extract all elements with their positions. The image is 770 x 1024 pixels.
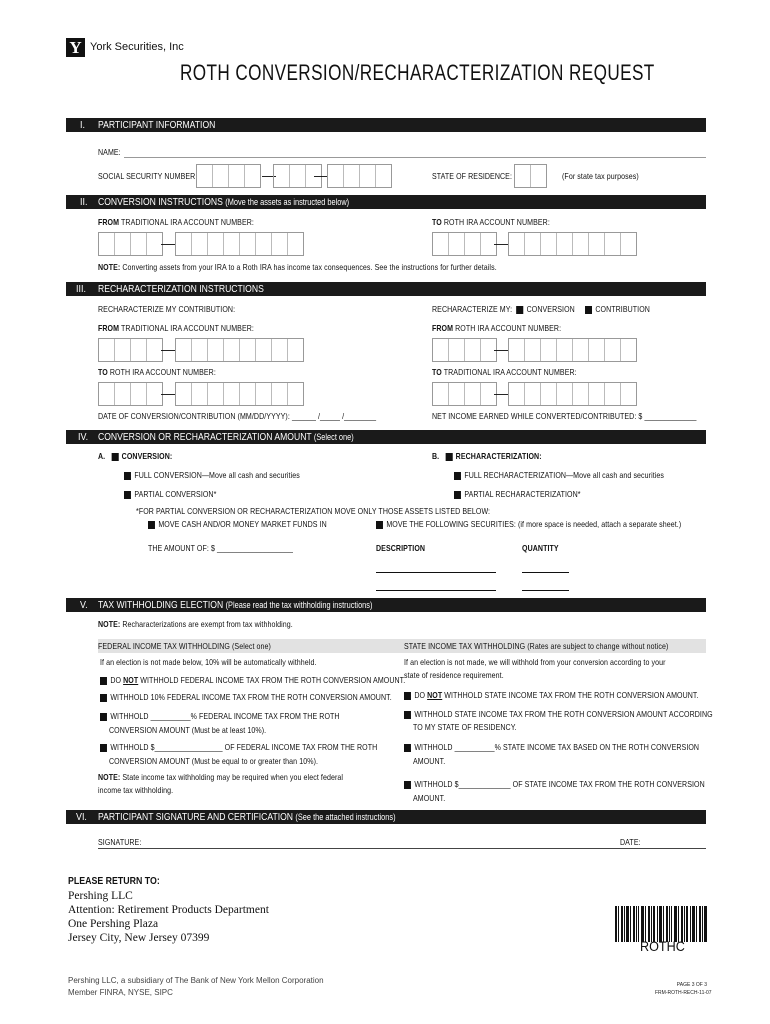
checkbox[interactable] bbox=[445, 453, 452, 461]
dash: — bbox=[494, 385, 508, 401]
dash: — bbox=[494, 235, 508, 251]
checkbox[interactable] bbox=[404, 781, 411, 789]
to-traditional-label: TO TRADITIONAL IRA ACCOUNT NUMBER: bbox=[432, 368, 577, 377]
state-withhold-residency-continued: TO MY STATE OF RESIDENCY. bbox=[413, 723, 517, 732]
option-a-conversion: A. CONVERSION: bbox=[98, 452, 173, 461]
section-header-signature bbox=[66, 810, 706, 824]
recharacterization-exempt-note: NOTE: Recharacterizations are exempt from tax withholding. bbox=[98, 620, 293, 629]
state-withhold-amount-option[interactable]: WITHHOLD $_____________ OF STATE INCOME TAX FROM THE ROTH CONVERSION bbox=[404, 780, 705, 789]
partial-recharacterization-option[interactable]: PARTIAL RECHARACTERIZATION* bbox=[454, 490, 581, 499]
to-trad-account-part2[interactable] bbox=[508, 382, 637, 406]
state-do-not-withhold-option[interactable]: DO NOT WITHHOLD STATE INCOME TAX FROM THE ROTH CONVERSION AMOUNT. bbox=[404, 691, 699, 700]
amount-field[interactable]: THE AMOUNT OF: $ ___________________ bbox=[148, 544, 294, 553]
federal-do-not-withhold-option[interactable]: DO NOT WITHHOLD FEDERAL INCOME TAX FROM THE ROTH CONVERSION AMOUNT. bbox=[100, 676, 405, 685]
return-address-line4: Jersey City, New Jersey 07399 bbox=[68, 932, 210, 944]
partial-conversion-option[interactable]: PARTIAL CONVERSION* bbox=[124, 490, 216, 499]
checkbox[interactable] bbox=[124, 491, 131, 499]
section-header-conversion-instructions bbox=[66, 195, 706, 209]
state-default-note: If an election is not made, we will withhold from your conversion according to your bbox=[404, 658, 666, 667]
barcode bbox=[615, 906, 707, 942]
recharacterize-contribution-label: RECHARACTERIZE MY CONTRIBUTION: bbox=[98, 305, 236, 314]
section-title: PARTICIPANT INFORMATION bbox=[98, 119, 216, 131]
from-account-part1[interactable] bbox=[98, 232, 163, 256]
dash: — bbox=[314, 167, 328, 183]
from-roth-account-part2[interactable] bbox=[508, 338, 637, 362]
ssn-field-part3[interactable] bbox=[327, 164, 392, 188]
quantity-line-2[interactable] bbox=[522, 581, 569, 591]
section-number: IV. bbox=[78, 431, 89, 443]
checkbox[interactable] bbox=[404, 692, 411, 700]
description-header: DESCRIPTION bbox=[376, 544, 426, 553]
recharacterize-my-label: RECHARACTERIZE MY: CONVERSION CONTRIBUTION bbox=[432, 305, 650, 314]
checkbox[interactable] bbox=[454, 491, 461, 499]
from-roth-account-part1[interactable] bbox=[432, 338, 497, 362]
checkbox[interactable] bbox=[404, 711, 411, 719]
federal-withhold-percent-note: CONVERSION AMOUNT (Must be at least 10%). bbox=[109, 726, 267, 735]
section-title: PARTICIPANT SIGNATURE AND CERTIFICATION (See the attached instructions) bbox=[98, 811, 396, 823]
from-traditional-label: FROM TRADITIONAL IRA ACCOUNT NUMBER: bbox=[98, 218, 254, 227]
to-roth-account-part1[interactable] bbox=[98, 382, 163, 406]
option-b-recharacterization: B. RECHARACTERIZATION: bbox=[432, 452, 542, 461]
footer-membership: Member FINRA, NYSE, SIPC bbox=[68, 988, 173, 997]
state-withhold-percent-option[interactable]: WITHHOLD __________% STATE INCOME TAX BASED ON THE ROTH CONVERSION bbox=[404, 743, 699, 752]
from-account-part2[interactable] bbox=[175, 232, 304, 256]
section-number: III. bbox=[76, 283, 86, 295]
to-roth-account-part2[interactable] bbox=[175, 382, 304, 406]
section-title: TAX WITHHOLDING ELECTION (Please read the tax withholding instructions) bbox=[98, 599, 373, 611]
full-conversion-option[interactable]: FULL CONVERSION—Move all cash and securities bbox=[124, 471, 300, 480]
federal-withholding-header: FEDERAL INCOME TAX WITHHOLDING (Select one) bbox=[98, 642, 271, 651]
ssn-field-part1[interactable] bbox=[196, 164, 261, 188]
date-of-conversion-field[interactable]: DATE OF CONVERSION/CONTRIBUTION (MM/DD/YYYY): ______ /_____ /________ bbox=[98, 412, 377, 421]
section-header-participant-info bbox=[66, 118, 706, 132]
return-to-heading: PLEASE RETURN TO: bbox=[68, 876, 160, 887]
checkbox[interactable] bbox=[404, 744, 411, 752]
checkbox[interactable] bbox=[376, 521, 383, 529]
section-header-recharacterization bbox=[66, 282, 706, 296]
to-account-part1[interactable] bbox=[432, 232, 497, 256]
state-note: (For state tax purposes) bbox=[562, 172, 639, 181]
from-trad-account-part2[interactable] bbox=[175, 338, 304, 362]
state-label: STATE OF RESIDENCE: bbox=[432, 172, 513, 181]
federal-withhold-amount-option[interactable]: WITHHOLD $_________________ OF FEDERAL INCOME TAX FROM THE ROTH bbox=[100, 743, 377, 752]
quantity-header: QUANTITY bbox=[522, 544, 559, 553]
federal-note: NOTE: State income tax withholding may be required when you elect federal bbox=[98, 773, 344, 782]
partial-note: *FOR PARTIAL CONVERSION OR RECHARACTERIZATION MOVE ONLY THOSE ASSETS LISTED BELOW: bbox=[136, 507, 491, 516]
company-logo: Y bbox=[66, 38, 85, 57]
section-header-amount bbox=[66, 430, 706, 444]
section-number: I. bbox=[80, 119, 85, 131]
federal-default-note: If an election is not made below, 10% will be automatically withheld. bbox=[100, 658, 317, 667]
checkbox[interactable] bbox=[100, 744, 107, 752]
page-number: PAGE 3 OF 3 bbox=[676, 982, 707, 988]
state-withhold-amount-continued: AMOUNT. bbox=[413, 794, 446, 803]
to-roth-label: TO ROTH IRA ACCOUNT NUMBER: bbox=[98, 368, 216, 377]
dash: — bbox=[161, 341, 175, 357]
section-number: II. bbox=[80, 196, 88, 208]
checkbox[interactable] bbox=[454, 472, 461, 480]
to-account-part2[interactable] bbox=[508, 232, 637, 256]
quantity-line-1[interactable] bbox=[522, 563, 569, 573]
state-withhold-percent-continued: AMOUNT. bbox=[413, 757, 446, 766]
description-line-2[interactable] bbox=[376, 581, 496, 591]
return-address-line1: Pershing LLC bbox=[68, 890, 133, 902]
net-income-field[interactable]: NET INCOME EARNED WHILE CONVERTED/CONTRIBUTED: $ _____________ bbox=[432, 412, 697, 421]
federal-note-continued: income tax withholding. bbox=[98, 786, 174, 795]
state-withholding-header: STATE INCOME TAX WITHHOLDING (Rates are subject to change without notice) bbox=[404, 642, 669, 651]
signature-label: SIGNATURE: bbox=[98, 838, 142, 847]
federal-withhold-percent-option[interactable]: WITHHOLD __________% FEDERAL INCOME TAX FROM THE ROTH bbox=[100, 712, 340, 721]
signature-field[interactable] bbox=[98, 848, 706, 849]
return-address-line3: One Pershing Plaza bbox=[68, 918, 159, 930]
barcode-text: ROTHC bbox=[640, 938, 685, 954]
full-recharacterization-option[interactable]: FULL RECHARACTERIZATION—Move all cash and securities bbox=[454, 471, 664, 480]
dash: — bbox=[161, 385, 175, 401]
state-default-note-continued: state of residence requirement. bbox=[404, 671, 504, 680]
move-securities-option[interactable]: MOVE THE FOLLOWING SECURITIES: (if more space is needed, attach a separate sheet.) bbox=[376, 520, 681, 529]
checkbox[interactable] bbox=[148, 521, 155, 529]
move-cash-option[interactable]: MOVE CASH AND/OR MONEY MARKET FUNDS IN bbox=[148, 520, 327, 529]
to-roth-label: TO ROTH IRA ACCOUNT NUMBER: bbox=[432, 218, 550, 227]
description-line-1[interactable] bbox=[376, 563, 496, 573]
section-title: RECHARACTERIZATION INSTRUCTIONS bbox=[98, 283, 264, 295]
date-label: DATE: bbox=[620, 838, 641, 847]
return-address-line2: Attention: Retirement Products Department bbox=[68, 904, 269, 916]
dash: — bbox=[494, 341, 508, 357]
state-withhold-residency-option[interactable]: WITHHOLD STATE INCOME TAX FROM THE ROTH CONVERSION AMOUNT ACCORDING bbox=[404, 710, 713, 719]
section-title: CONVERSION INSTRUCTIONS (Move the assets as instructed below) bbox=[98, 196, 350, 208]
checkbox[interactable] bbox=[111, 453, 118, 461]
company-name: York Securities, Inc bbox=[90, 41, 184, 53]
from-roth-label: FROM ROTH IRA ACCOUNT NUMBER: bbox=[432, 324, 562, 333]
dash: — bbox=[161, 235, 175, 251]
conversion-note: NOTE: Converting assets from your IRA to a Roth IRA has income tax consequences. See the instructions for further details. bbox=[98, 263, 497, 272]
section-title: CONVERSION OR RECHARACTERIZATION AMOUNT (Select one) bbox=[98, 431, 354, 443]
federal-withhold-amount-note: CONVERSION AMOUNT (Must be equal to or greater than 10%). bbox=[109, 757, 319, 766]
checkbox[interactable] bbox=[124, 472, 131, 480]
checkbox[interactable] bbox=[585, 306, 592, 314]
section-number: V. bbox=[80, 599, 88, 611]
section-header-tax-withholding bbox=[66, 598, 706, 612]
checkbox[interactable] bbox=[100, 713, 107, 721]
checkbox[interactable] bbox=[100, 677, 107, 685]
from-traditional-label: FROM TRADITIONAL IRA ACCOUNT NUMBER: bbox=[98, 324, 254, 333]
federal-withhold-10-option[interactable]: WITHHOLD 10% FEDERAL INCOME TAX FROM THE ROTH CONVERSION AMOUNT. bbox=[100, 693, 392, 702]
name-field[interactable] bbox=[124, 157, 706, 158]
footer-company: Pershing LLC, a subsidiary of The Bank of New York Mellon Corporation bbox=[68, 976, 324, 985]
to-trad-account-part1[interactable] bbox=[432, 382, 497, 406]
name-label: NAME: bbox=[98, 148, 121, 157]
checkbox[interactable] bbox=[516, 306, 523, 314]
form-code: FRM-ROTH-RECH-11-07 bbox=[655, 990, 712, 996]
section-number: VI. bbox=[76, 811, 87, 823]
dash: — bbox=[262, 167, 276, 183]
checkbox[interactable] bbox=[100, 694, 107, 702]
ssn-label: SOCIAL SECURITY NUMBER: bbox=[98, 172, 198, 181]
state-field[interactable] bbox=[514, 164, 547, 188]
from-trad-account-part1[interactable] bbox=[98, 338, 163, 362]
page-title: ROTH CONVERSION/RECHARACTERIZATION REQUEST bbox=[180, 60, 655, 85]
